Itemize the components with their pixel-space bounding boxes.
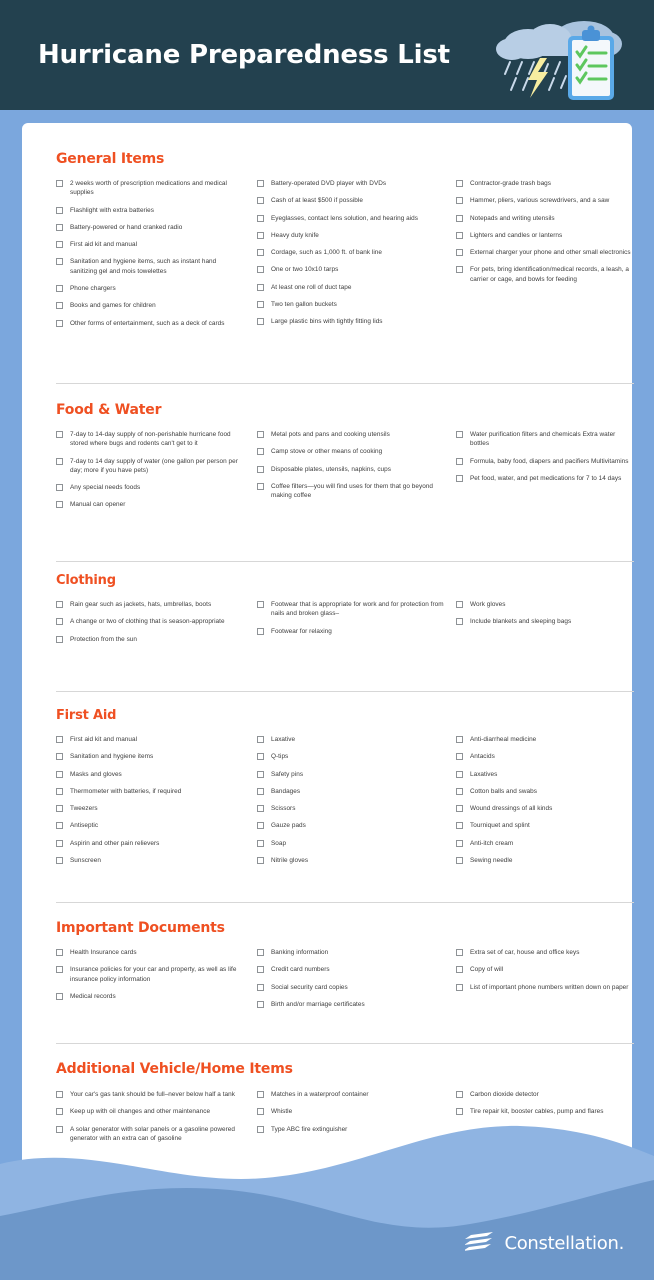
section-title: Food & Water: [56, 402, 162, 418]
checkbox-icon[interactable]: [456, 840, 463, 847]
checkbox-icon[interactable]: [56, 788, 63, 795]
checkbox-icon[interactable]: [56, 207, 63, 214]
checklist-item-label: Scissors: [271, 805, 296, 813]
checklist-item-label: Your car's gas tank should be full–never below half a tank: [70, 1091, 235, 1098]
checklist-item-label: At least one roll of duct tape: [271, 283, 352, 291]
checkbox-icon[interactable]: [56, 458, 63, 465]
checkbox-icon[interactable]: [456, 966, 463, 973]
checkbox-icon[interactable]: [257, 1001, 264, 1008]
checkbox-icon[interactable]: [456, 266, 463, 273]
checklist-item-label: Birth and/or marriage certificates: [271, 1000, 365, 1008]
checklist-item[interactable]: [56, 179, 241, 198]
column-3: [456, 735, 634, 873]
checklist-item-label: Battery-operated DVD player with DVDs: [271, 180, 387, 187]
checkbox-icon[interactable]: [456, 197, 463, 204]
checklist-item-label: List of important phone numbers written down on paper: [470, 983, 629, 991]
checklist-item[interactable]: [257, 317, 447, 326]
checkbox-icon[interactable]: [257, 1108, 264, 1115]
checklist-item[interactable]: [257, 948, 447, 957]
checklist-item[interactable]: [257, 1090, 447, 1099]
checklist-item[interactable]: [257, 447, 447, 456]
section-title: First Aid: [56, 708, 117, 723]
checklist-item[interactable]: [456, 839, 634, 848]
checkbox-icon[interactable]: [56, 258, 63, 265]
checklist-item-label: Wound dressings of all kinds: [470, 805, 553, 813]
checklist-item-label: Social security card copies: [271, 983, 348, 991]
checklist-item[interactable]: [56, 257, 241, 276]
checklist-item[interactable]: [257, 196, 447, 205]
checklist-item-label: Health Insurance cards: [70, 949, 137, 956]
checkbox-icon[interactable]: [56, 771, 63, 778]
checklist-item[interactable]: [456, 231, 634, 240]
checkbox-icon[interactable]: [456, 232, 463, 239]
column-3: [456, 948, 634, 1000]
checkbox-icon[interactable]: [56, 501, 63, 508]
checklist-item[interactable]: [456, 179, 634, 188]
checklist-item-label: Laxatives: [470, 770, 498, 778]
checkbox-icon[interactable]: [257, 857, 264, 864]
checklist-item[interactable]: [257, 752, 447, 761]
checklist-item[interactable]: [456, 474, 634, 483]
checklist-item-label: First aid kit and manual: [70, 241, 138, 249]
checkbox-icon[interactable]: [257, 266, 264, 273]
checklist-item[interactable]: [456, 617, 634, 626]
checklist-item-label: Metal pots and pans and cooking utensils: [271, 431, 390, 438]
checkbox-icon[interactable]: [56, 285, 63, 292]
checklist-item[interactable]: [257, 600, 447, 619]
checkbox-icon[interactable]: [257, 197, 264, 204]
checkbox-icon[interactable]: [56, 241, 63, 248]
checklist-item[interactable]: [257, 821, 447, 830]
checkbox-icon[interactable]: [456, 753, 463, 760]
column-1: [56, 735, 241, 873]
checkbox-icon[interactable]: [56, 224, 63, 231]
checklist-item-label: 2 weeks worth of prescription medications and medical supplies: [70, 180, 227, 197]
checklist-card: [22, 123, 632, 1185]
checkbox-icon[interactable]: [456, 458, 463, 465]
checklist-item-label: Insurance policies for your car and property, as well as life insurance policy information: [70, 966, 237, 983]
checklist-item-label: Footwear for relaxing: [271, 627, 332, 635]
checklist-item-label: Credit card numbers: [271, 966, 330, 974]
checkbox-icon[interactable]: [257, 215, 264, 222]
checkbox-icon[interactable]: [257, 232, 264, 239]
checkbox-icon[interactable]: [456, 949, 463, 956]
checklist-item-label: Anti-itch cream: [470, 839, 514, 847]
checklist-item-label: Tweezers: [70, 805, 98, 813]
checklist-item[interactable]: [456, 856, 634, 865]
checklist-item-label: Tourniquet and splint: [470, 822, 530, 830]
checklist-item-label: Notepads and writing utensils: [470, 214, 555, 222]
checkbox-icon[interactable]: [456, 788, 463, 795]
checklist-item-label: Any special needs foods: [70, 484, 141, 492]
checklist-item[interactable]: [456, 1107, 634, 1116]
checkbox-icon[interactable]: [456, 805, 463, 812]
checklist-item-label: Footwear that is appropriate for work and for protection from nails and broken glass–: [271, 601, 444, 618]
checklist-item-label: Eyeglasses, contact lens solution, and hearing aids: [271, 214, 418, 222]
checklist-item[interactable]: [257, 735, 447, 744]
checklist-item[interactable]: [56, 240, 241, 249]
checklist-item[interactable]: [456, 787, 634, 796]
checklist-item-label: Whistle: [271, 1108, 293, 1116]
column-1: [56, 430, 241, 518]
column-2: [257, 600, 447, 644]
checkbox-icon[interactable]: [456, 180, 463, 187]
checklist-item[interactable]: [56, 301, 241, 310]
checklist-item-label: Nitrile gloves: [271, 857, 309, 865]
checklist-item[interactable]: [456, 735, 634, 744]
checklist-item[interactable]: [257, 856, 447, 865]
checkbox-icon[interactable]: [56, 822, 63, 829]
column-3: [456, 600, 634, 635]
checkbox-icon[interactable]: [257, 483, 264, 490]
checklist-item[interactable]: [456, 600, 634, 609]
checkbox-icon[interactable]: [456, 618, 463, 625]
checkbox-icon[interactable]: [456, 822, 463, 829]
checklist-item[interactable]: [456, 804, 634, 813]
section-clothing: [22, 573, 632, 643]
column-2: [257, 179, 447, 335]
checklist-item-label: External charger your phone and other small electronics: [470, 249, 631, 257]
checklist-item-label: Cotton balls and swabs: [470, 787, 537, 795]
checklist-item-label: Aspirin and other pain relievers: [70, 839, 160, 847]
checklist-item[interactable]: [257, 265, 447, 274]
column-1: [56, 948, 241, 1009]
checklist-item-label: Matches in a waterproof container: [271, 1091, 369, 1098]
checklist-item-label: Formula, baby food, diapers and pacifiers Multivitamins: [470, 457, 629, 465]
checklist-item-label: Thermometer with batteries, if required: [70, 787, 182, 795]
checklist-item-label: 7-day to 14-day supply of non-perishable hurricane food stored where bugs and rodents can't get to it: [70, 431, 231, 448]
checkbox-icon[interactable]: [456, 249, 463, 256]
checklist-item-label: Work gloves: [470, 601, 506, 608]
checkbox-icon[interactable]: [56, 302, 63, 309]
checklist-item[interactable]: [456, 265, 634, 284]
checklist-item-label: Medical records: [70, 992, 116, 1000]
checklist-item[interactable]: [257, 983, 447, 992]
checkbox-icon[interactable]: [257, 966, 264, 973]
section-divider: [56, 383, 634, 384]
constellation-logo-icon: [465, 1232, 495, 1254]
checklist-item[interactable]: [257, 231, 447, 240]
checklist-item[interactable]: [56, 206, 241, 215]
checkbox-icon[interactable]: [257, 788, 264, 795]
checklist-item[interactable]: [56, 735, 241, 744]
section-first-aid: [22, 708, 632, 865]
checkbox-icon[interactable]: [257, 466, 264, 473]
checklist-item[interactable]: [56, 483, 241, 492]
checklist-item[interactable]: [456, 752, 634, 761]
checklist-item[interactable]: [56, 965, 241, 984]
checklist-item-label: Copy of will: [470, 966, 504, 974]
checklist-item[interactable]: [257, 248, 447, 257]
checklist-item[interactable]: [257, 465, 447, 474]
checklist-item[interactable]: [56, 319, 241, 328]
checklist-item-label: Heavy duty knife: [271, 231, 319, 239]
checklist-item[interactable]: [56, 284, 241, 293]
page-title: Hurricane Preparedness List: [38, 40, 450, 70]
section-additional-vehicle-home-items: [22, 1061, 632, 1142]
checklist-item[interactable]: [257, 179, 447, 188]
checkbox-icon[interactable]: [257, 822, 264, 829]
checklist-item-label: A solar generator with solar panels or a gasoline powered generator with an extra can of gasoline: [70, 1125, 235, 1142]
checklist-item-label: Q-tips: [271, 753, 289, 761]
wave-decoration: [0, 1120, 654, 1280]
checklist-item-label: Flashlight with extra batteries: [70, 206, 154, 214]
checklist-item-label: Sunscreen: [70, 857, 101, 865]
checkbox-icon[interactable]: [257, 840, 264, 847]
checklist-item[interactable]: [56, 770, 241, 779]
checkbox-icon[interactable]: [56, 1108, 63, 1115]
checklist-item[interactable]: [257, 787, 447, 796]
section-general-items: [22, 151, 632, 327]
checklist-item-label: Sanitation and hygiene items, such as instant hand sanitizing gel and mois towelettes: [70, 258, 217, 275]
checkbox-icon[interactable]: [56, 736, 63, 743]
checklist-item-label: Manual can opener: [70, 501, 126, 509]
checklist-item[interactable]: [456, 770, 634, 779]
column-3: [456, 430, 634, 491]
checkbox-icon[interactable]: [257, 1091, 264, 1098]
checkbox-icon[interactable]: [56, 966, 63, 973]
checkbox-icon[interactable]: [56, 601, 63, 608]
checklist-item-label: Cordage, such as 1,000 ft. of bank line: [271, 249, 382, 257]
checklist-item[interactable]: [56, 1107, 241, 1116]
checklist-item[interactable]: [456, 214, 634, 223]
checkbox-icon[interactable]: [257, 736, 264, 743]
column-1: [56, 600, 241, 652]
checklist-item-label: Other forms of entertainment, such as a deck of cards: [70, 319, 225, 327]
checkbox-icon[interactable]: [456, 736, 463, 743]
checklist-item-label: Lighters and candles or lanterns: [470, 231, 563, 239]
checklist-item[interactable]: [456, 457, 634, 466]
checklist-item-label: Anti-diarrheal medicine: [470, 736, 537, 743]
checklist-item[interactable]: [456, 948, 634, 957]
checklist-item[interactable]: [257, 627, 447, 636]
checkbox-icon[interactable]: [257, 180, 264, 187]
checkbox-icon[interactable]: [56, 840, 63, 847]
checklist-item-label: Safety pins: [271, 770, 304, 778]
checklist-item-label: Rain gear such as jackets, hats, umbrellas, boots: [70, 601, 212, 608]
checklist-item[interactable]: [456, 965, 634, 974]
column-2: [257, 948, 447, 1017]
checkbox-icon[interactable]: [456, 1108, 463, 1115]
column-2: [257, 735, 447, 873]
checkbox-icon[interactable]: [456, 431, 463, 438]
checklist-item[interactable]: [56, 600, 241, 609]
checklist-item-label: Books and games for children: [70, 302, 156, 310]
checklist-item[interactable]: [56, 948, 241, 957]
checklist-item-label: For pets, bring identification/medical records, a leash, a carrier or cage, and bowls for feeding: [470, 266, 629, 283]
section-title: Important Documents: [56, 920, 225, 936]
checklist-item-label: Contractor-grade trash bags: [470, 180, 552, 187]
checklist-item-label: Keep up with oil changes and other maintenance: [70, 1108, 211, 1116]
checklist-item-label: Water purification filters and chemicals Extra water bottles: [470, 431, 616, 448]
checkbox-icon[interactable]: [257, 949, 264, 956]
checklist-item-label: Soap: [271, 839, 287, 847]
section-food-water: [22, 402, 632, 509]
checklist-item[interactable]: [56, 821, 241, 830]
checklist-item[interactable]: [56, 839, 241, 848]
checkbox-icon[interactable]: [257, 431, 264, 438]
checkbox-icon[interactable]: [56, 805, 63, 812]
checklist-item[interactable]: [56, 752, 241, 761]
checkbox-icon[interactable]: [257, 318, 264, 325]
checklist-item[interactable]: [56, 856, 241, 865]
checklist-item-label: Laxative: [271, 736, 296, 743]
checkbox-icon[interactable]: [257, 753, 264, 760]
checklist-item[interactable]: [56, 500, 241, 509]
checklist-item-label: Cash of at least $500 if possible: [271, 197, 363, 205]
checklist-item[interactable]: [257, 300, 447, 309]
page-header: [0, 0, 654, 110]
checkbox-icon[interactable]: [456, 857, 463, 864]
checklist-item-label: Coffee filters—you will find uses for them that go beyond making coffee: [271, 482, 434, 500]
section-divider: [56, 691, 634, 692]
checkbox-icon[interactable]: [257, 628, 264, 635]
checklist-item-label: Hammer, pliers, various screwdrivers, and a saw: [470, 197, 610, 205]
checkbox-icon[interactable]: [456, 215, 463, 222]
checklist-item[interactable]: [56, 223, 241, 232]
checkbox-icon[interactable]: [257, 249, 264, 256]
checkbox-icon[interactable]: [257, 805, 264, 812]
checklist-item[interactable]: [456, 1090, 634, 1099]
checkbox-icon[interactable]: [257, 284, 264, 291]
column-3: [456, 179, 634, 292]
checkbox-icon[interactable]: [56, 431, 63, 438]
checkbox-icon[interactable]: [56, 484, 63, 491]
checklist-item[interactable]: [56, 787, 241, 796]
section-important-documents: [22, 920, 632, 1008]
footer-brand: [465, 1232, 624, 1254]
checklist-item[interactable]: [257, 1000, 447, 1009]
checklist-item-label: Antiseptic: [70, 822, 99, 830]
checklist-item[interactable]: [257, 804, 447, 813]
checklist-item-label: Disposable plates, utensils, napkins, cups: [271, 465, 391, 473]
checklist-item-label: Carbon dioxide detector: [470, 1091, 539, 1098]
checklist-item-label: Battery-powered or hand cranked radio: [70, 223, 183, 231]
checklist-item[interactable]: [56, 635, 241, 644]
section-divider: [56, 902, 634, 903]
checkbox-icon[interactable]: [56, 180, 63, 187]
checkbox-icon[interactable]: [456, 475, 463, 482]
checkbox-icon[interactable]: [56, 618, 63, 625]
checklist-item-label: Camp stove or other means of cooking: [271, 448, 383, 456]
checkbox-icon[interactable]: [257, 984, 264, 991]
checklist-item-label: Extra set of car, house and office keys: [470, 949, 580, 956]
checkbox-icon[interactable]: [56, 320, 63, 327]
section-divider: [56, 561, 634, 562]
checkbox-icon[interactable]: [257, 448, 264, 455]
checklist-item[interactable]: [56, 430, 241, 449]
checkbox-icon[interactable]: [257, 301, 264, 308]
checkbox-icon[interactable]: [456, 1091, 463, 1098]
checkbox-icon[interactable]: [56, 753, 63, 760]
checkbox-icon[interactable]: [56, 949, 63, 956]
checklist-item[interactable]: [56, 804, 241, 813]
checklist-item[interactable]: [257, 839, 447, 848]
checklist-item[interactable]: [56, 457, 241, 476]
section-title: Additional Vehicle/Home Items: [56, 1061, 293, 1077]
checklist-item-label: Sanitation and hygiene items: [70, 753, 154, 761]
checklist-item[interactable]: [56, 617, 241, 626]
checkbox-icon[interactable]: [257, 771, 264, 778]
checklist-item[interactable]: [257, 965, 447, 974]
checklist-item[interactable]: [257, 214, 447, 223]
checklist-item-label: Masks and gloves: [70, 770, 122, 778]
checklist-item[interactable]: [257, 430, 447, 439]
checklist-item-label: Pet food, water, and pet medications for 7 to 14 days: [470, 474, 622, 482]
checklist-item-label: Antacids: [470, 753, 495, 761]
checkbox-icon[interactable]: [456, 984, 463, 991]
checklist-item[interactable]: [257, 482, 447, 501]
section-title: Clothing: [56, 573, 116, 588]
checklist-item-label: Type ABC fire extinguisher: [271, 1125, 348, 1133]
checklist-item[interactable]: [56, 1090, 241, 1099]
checkbox-icon[interactable]: [257, 601, 264, 608]
checklist-item[interactable]: [257, 283, 447, 292]
checklist-item-label: Gauze pads: [271, 822, 306, 830]
checklist-item-label: Two ten gallon buckets: [271, 301, 337, 309]
checklist-item-label: First aid kit and manual: [70, 736, 138, 743]
section-title: General Items: [56, 151, 165, 167]
checkbox-icon[interactable]: [56, 636, 63, 643]
checklist-item[interactable]: [56, 992, 241, 1001]
checklist-item-label: Bandages: [271, 787, 301, 795]
checklist-item-label: One or two 10x10 tarps: [271, 266, 339, 274]
checklist-item[interactable]: [257, 770, 447, 779]
checklist-item-label: Include blankets and sleeping bags: [470, 618, 572, 626]
checkbox-icon[interactable]: [456, 771, 463, 778]
checkbox-icon[interactable]: [56, 993, 63, 1000]
brand-name: Constellation.: [504, 1232, 624, 1254]
column-2: [257, 430, 447, 508]
checklist-item-label: Sewing needle: [470, 857, 513, 865]
checklist-item-label: A change or two of clothing that is season-appropriate: [70, 618, 225, 626]
checklist-item[interactable]: [257, 1107, 447, 1116]
checklist-item[interactable]: [456, 821, 634, 830]
storm-cloud-clipboard-icon: [492, 14, 622, 102]
checklist-item[interactable]: [456, 248, 634, 257]
checkbox-icon[interactable]: [56, 857, 63, 864]
section-divider: [56, 1043, 634, 1044]
checklist-item-label: Phone chargers: [70, 285, 116, 293]
checkbox-icon[interactable]: [456, 601, 463, 608]
checklist-item[interactable]: [456, 430, 634, 449]
column-1: [56, 179, 241, 336]
checklist-item-label: Tire repair kit, booster cables, pump and flares: [470, 1108, 604, 1116]
checkbox-icon[interactable]: [56, 1091, 63, 1098]
checklist-item-label: 7-day to 14 day supply of water (one gallon per person per day; more if you have pets): [70, 457, 238, 474]
checklist-item[interactable]: [456, 983, 634, 992]
checklist-item[interactable]: [456, 196, 634, 205]
checklist-item-label: Large plastic bins with tightly fitting lids: [271, 318, 383, 326]
checklist-item-label: Protection from the sun: [70, 635, 137, 643]
checklist-item-label: Banking information: [271, 949, 329, 956]
